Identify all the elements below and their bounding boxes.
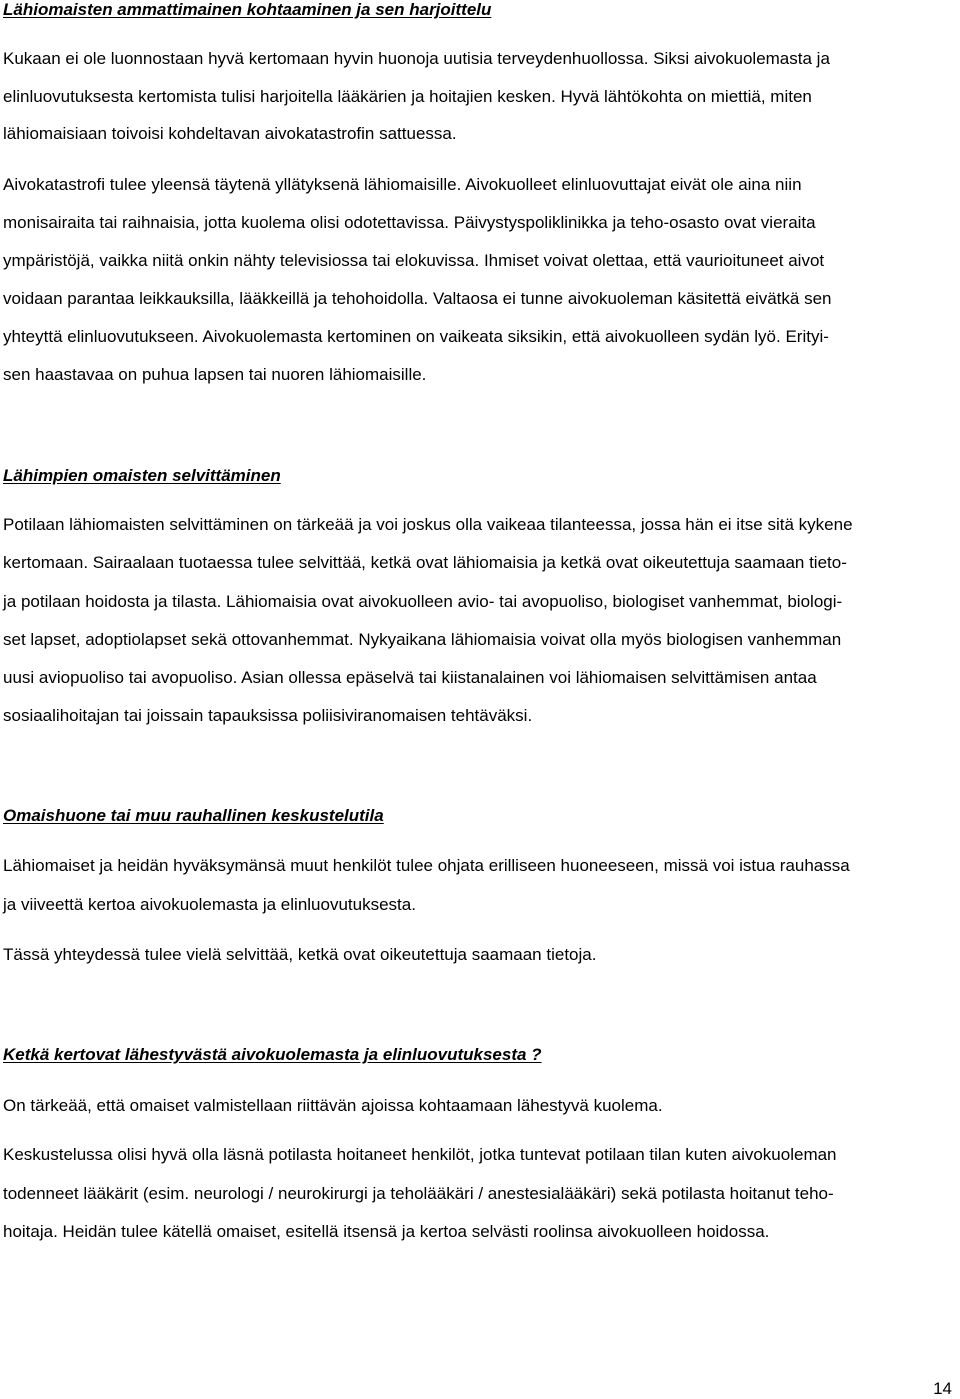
text-line: lähiomaisiaan toivoisi kohdeltavan aivokatastrofin sattuessa. <box>3 124 457 143</box>
text-line: kertomaan. Sairaalaan tuotaessa tulee selvittää, ketkä ovat lähiomaisia ja ketkä ovat oikeutettuja saamaan tieto- <box>3 553 847 572</box>
text-line: Keskustelussa olisi hyvä olla läsnä potilasta hoitaneet henkilöt, jotka tuntevat potilaan tilan kuten aivokuoleman <box>3 1145 837 1164</box>
text-line: hoitaja. Heidän tulee kätellä omaiset, esitellä itsensä ja kertoa selvästi roolinsa aivokuolleen hoidossa. <box>3 1222 770 1241</box>
section-heading: Lähiomaisten ammattimainen kohtaaminen ja sen harjoittelu <box>3 0 492 19</box>
text-line: Kukaan ei ole luonnostaan hyvä kertomaan hyvin huonoja uutisia terveydenhuollossa. Siksi aivokuolemasta ja <box>3 49 830 68</box>
text-line: On tärkeää, että omaiset valmistellaan riittävän ajoissa kohtaamaan lähestyvä kuolema. <box>3 1096 663 1115</box>
section-heading: Ketkä kertovat lähestyvästä aivokuolemasta ja elinluovutuksesta ? <box>3 1045 542 1064</box>
text-line: voidaan parantaa leikkauksilla, lääkkeillä ja tehohoidolla. Valtaosa ei tunne aivokuoleman käsitettä eivätkä sen <box>3 289 832 308</box>
section-heading: Lähimpien omaisten selvittäminen <box>3 466 281 485</box>
text-line: ja potilaan hoidosta ja tilasta. Lähiomaisia ovat aivokuolleen avio- tai avopuoliso, biologiset vanhemmat, biologi- <box>3 592 843 611</box>
text-line: Aivokatastrofi tulee yleensä täytenä yllätyksenä lähiomaisille. Aivokuolleet elinluovuttajat eivät ole aina niin <box>3 175 802 194</box>
text-line: todenneet lääkärit (esim. neurologi / neurokirurgi ja teholääkäri / anestesialääkäri) sekä potilasta hoitanut teho- <box>3 1184 834 1203</box>
text-line: Lähiomaiset ja heidän hyväksymänsä muut henkilöt tulee ohjata erilliseen huoneeseen, missä voi istua rauhassa <box>3 856 850 875</box>
text-line: sen haastavaa on puhua lapsen tai nuoren lähiomaisille. <box>3 365 427 384</box>
text-line: uusi aviopuoliso tai avopuoliso. Asian ollessa epäselvä tai kiistanalainen voi lähiomaisen selvittämisen antaa <box>3 668 817 687</box>
text-line: elinluovutuksesta kertomista tulisi harjoitella lääkärien ja hoitajien kesken. Hyvä lähtökohta on miettiä, miten <box>3 87 812 106</box>
text-line: Tässä yhteydessä tulee vielä selvittää, ketkä ovat oikeutettuja saamaan tietoja. <box>3 945 597 964</box>
text-line: monisairaita tai raihnaisia, jotta kuolema olisi odotettavissa. Päivystyspoliklinikka ja teho-osasto ovat vieraita <box>3 213 816 232</box>
page-number: 14 <box>933 1379 952 1398</box>
text-line: Potilaan lähiomaisten selvittäminen on tärkeää ja voi joskus olla vaikeaa tilanteessa, jossa hän ei itse sitä kykene <box>3 515 853 534</box>
text-line: ympäristöjä, vaikka niitä onkin nähty televisiossa tai elokuvissa. Ihmiset voivat olettaa, että vaurioituneet aivot <box>3 251 825 270</box>
text-line: yhteyttä elinluovutukseen. Aivokuolemasta kertominen on vaikeata siksikin, että aivokuolleen sydän lyö. Erityi- <box>3 327 829 346</box>
section-heading: Omaishuone tai muu rauhallinen keskustelutila <box>3 806 384 825</box>
text-line: sosiaalihoitajan tai joissain tapauksissa poliisiviranomaisen tehtäväksi. <box>3 706 533 725</box>
text-line: ja viiveettä kertoa aivokuolemasta ja elinluovutuksesta. <box>3 895 416 914</box>
text-line: set lapset, adoptiolapset sekä ottovanhemmat. Nykyaikana lähiomaisia voivat olla myös biologisen vanhemman <box>3 630 842 649</box>
